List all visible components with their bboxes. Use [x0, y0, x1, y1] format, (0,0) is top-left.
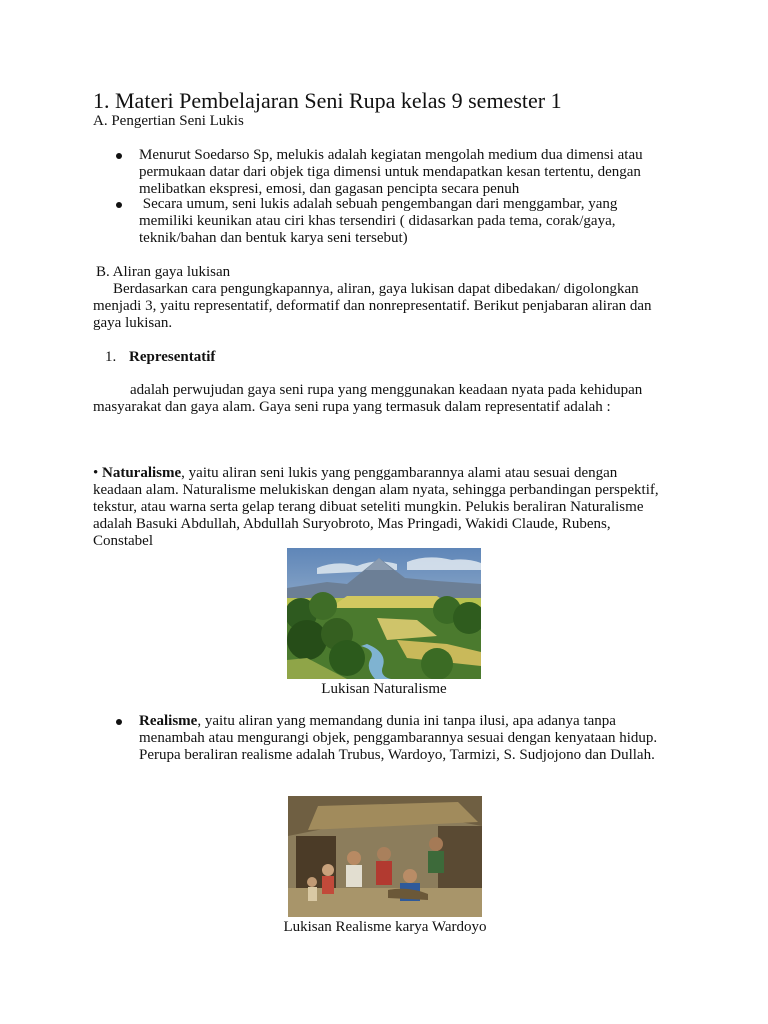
landscape-painting-image: [287, 548, 481, 679]
section-a-heading: A. Pengertian Seni Lukis: [93, 113, 244, 129]
item-label-text: Representatif: [129, 349, 216, 365]
bullet-icon: [116, 153, 122, 159]
item-number: 1.: [105, 349, 117, 365]
bullet-icon: [116, 202, 122, 208]
realisme-caption: Lukisan Realisme karya Wardoyo: [283, 919, 487, 935]
bullet-icon: [116, 719, 122, 725]
definition-bullet-2: Secara umum, seni lukis adalah sebuah pengembangan dari menggambar, yang memiliki keunikan atau ciri khas tersendiri ( didasarkan pada tema, corak/gaya, teknik/bahan dan bentuk karya seni tersebut): [139, 196, 622, 246]
naturalisme-caption: Lukisan Naturalisme: [321, 681, 447, 697]
section-b-heading: B. Aliran gaya lukisan: [96, 264, 231, 280]
realisme-painting: [288, 796, 482, 917]
definition-bullet-1: Menurut Soedarso Sp, melukis adalah kegiatan mengolah medium dua dimensi atau permukaan datar dari objek tiga dimensi untuk mendapatkan kesan tertentu, dengan melibatkan ekspresi, emosi, dan gagasan pencipta secara penuh: [139, 147, 643, 197]
realisme-text: , yaitu aliran yang memandang dunia ini tanpa ilusi, apa adanya tanpa menambah atau mengurangi objek, penggambarannya sesuai dengan kenyataan hidup. Perupa beraliran realisme adalah Trubus, Wardoyo, Tarmizi, S. Sudjojono dan Dullah.: [139, 713, 658, 763]
bullet-icon: •: [93, 465, 99, 481]
page-title: 1. Materi Pembelajaran Seni Rupa kelas 9 semester 1: [93, 88, 562, 113]
naturalisme-text: , yaitu aliran seni lukis yang penggambarannya alami atau sesuai dengan keadaan alam. Naturalisme melukiskan dengan alam nyata, sehingga perbandingan perspektif, tekstur, atau warna serta gelap terang dibuat seteliti mungkin. Pelukis beraliran Naturalisme adalah Basuki Abdullah, Abdullah Suryobroto, Mas Pringadi, Wakidi Claude, Rubens, Constabel: [93, 465, 659, 549]
realisme-term: Realisme: [139, 713, 198, 729]
item-label: [129, 349, 215, 366]
naturalisme-painting: [287, 548, 481, 679]
representatif-description: adalah perwujudan gaya seni rupa yang menggunakan keadaan nyata pada kehidupan masyarakat dan gaya alam. Gaya seni rupa yang termasuk dalam representatif adalah :: [93, 382, 643, 415]
naturalisme-paragraph: [93, 465, 665, 550]
village-scene-painting-image: [288, 796, 482, 917]
section-b-intro: Berdasarkan cara pengungkapannya, aliran, gaya lukisan dapat dibedakan/ digolongkan menjadi 3, yaitu representatif, deformatif dan nonrepresentatif. Berikut penjabaran aliran dan gaya lukisan.: [93, 281, 652, 331]
realisme-paragraph: [139, 713, 679, 764]
naturalisme-term: Naturalisme: [102, 465, 182, 481]
